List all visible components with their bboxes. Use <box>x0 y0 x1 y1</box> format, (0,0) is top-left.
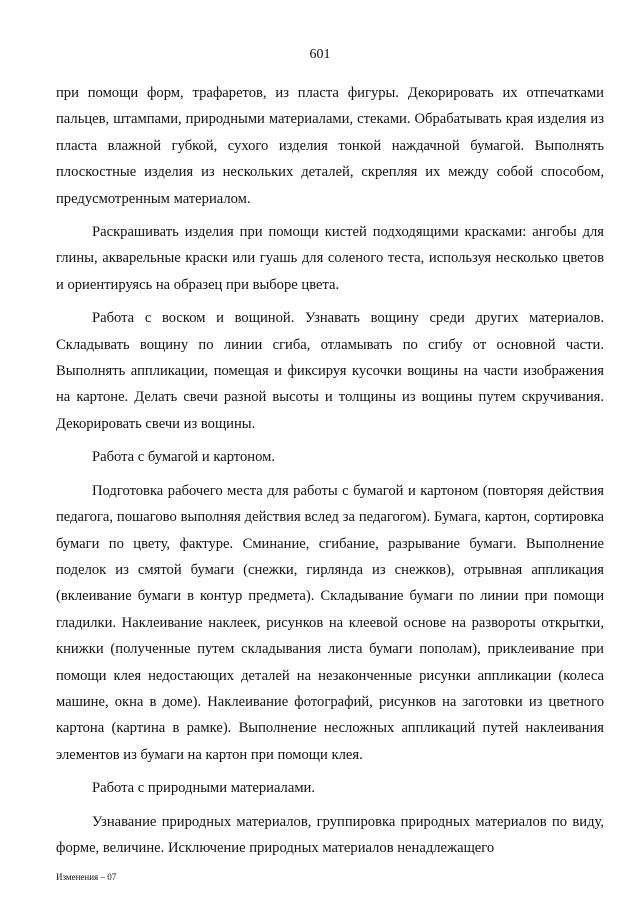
section-heading-natural: Работа с природными материалами. <box>92 780 316 797</box>
paragraph-natural: Узнавание природных материалов, группировка природных материалов по виду, форме, величине. Исключение природных материалов ненадлежащего <box>56 813 604 856</box>
page-number: 601 <box>309 47 331 62</box>
body-text <box>56 80 604 868</box>
paragraph-paper: Подготовка рабочего места для работы с бумагой и картоном (повторяя действия педагога, пошагово выполняя действия вслед за педагогом). Бумага, картон, сортировка бумаги по цвету, фактуре. Сминание, сгибание, разрывание бумаги. Выполнение поделок из смятой бумаги (снежки, гирлянда из снежков), отрывная аппликация (вклеивание бумаги в контур предмета). Складывание бумаги по линии при помощи гладилки. Наклеивание наклеек, рисунков на клеевой основе на развороты открытки, книжки (полученные путем складывания листа бумаги пополам), приклеивание при помощи клея недостающих деталей на незаконченные рисунки аппликации (колеса машине, окна в доме). Наклеивание фотографий, рисунков на заготовки из цветного картона (картина в рамке). Выполнение несложных аппликаций путей наклеивания элементов из бумаги на картон при помощи клея. <box>56 482 604 763</box>
paragraph-painting: Раскрашивать изделия при помощи кистей подходящими красками: ангобы для глины, акварельные краски или гуашь для соленого теста, используя несколько цветов и ориентируясь на образец при выборе цвета. <box>56 224 604 293</box>
footer-revision-note: Изменения – 07 <box>56 872 117 882</box>
paragraph-wax: Работа с воском и вощиной. Узнавать вощину среди других материалов. Складывать вощину по линии сгиба, отламывать по сгибу от основной части. Выполнять аппликации, помещая и фиксируя кусочки вощины на части изображения на картоне. Делать свечи разной высоты и толщины из вощины путем скручивания. Декорировать свечи из вощины. <box>56 310 604 432</box>
section-heading-paper: Работа с бумагой и картоном. <box>92 449 275 466</box>
paragraph-continuation: при помощи форм, трафаретов, из пласта фигуры. Декорировать их отпечатками пальцев, штампами, природными материалами, стеками. Обрабатывать края изделия из пласта влажной губкой, сухого изделия тонкой наждачной бумагой. Выполнять плоскостные изделия из нескольких деталей, скрепляя их между собой способом, предусмотренным материалом. <box>56 85 604 207</box>
